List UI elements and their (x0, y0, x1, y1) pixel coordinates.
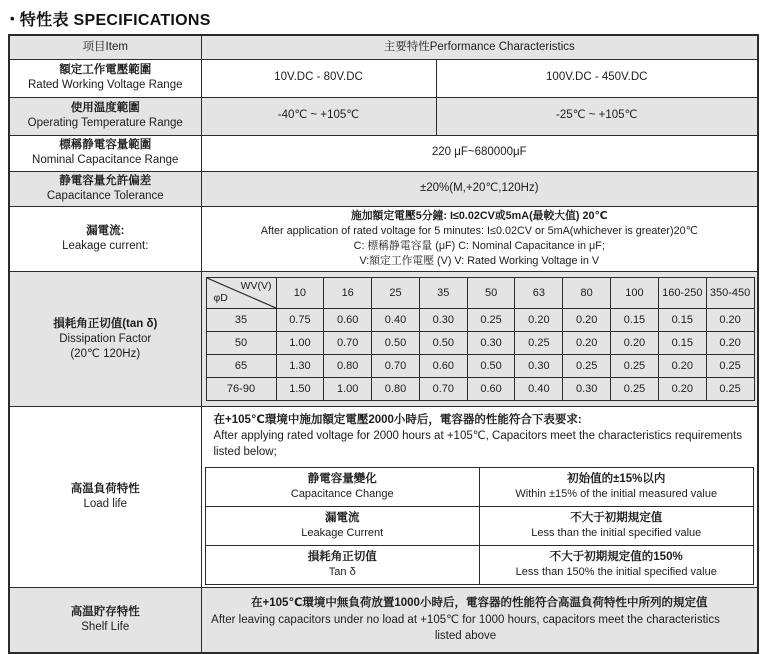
header-row (9, 35, 758, 59)
dissipation-value-cell: 0.20 (515, 309, 563, 332)
load-life-param-cell (205, 506, 479, 545)
dissipation-label-cond: (20℃ 120Hz) (70, 347, 141, 360)
row-leakage-current (9, 206, 758, 271)
dissipation-col-header: 10 (276, 278, 324, 309)
dissipation-value-cell: 0.15 (658, 332, 706, 355)
dissipation-col-header: 25 (372, 278, 420, 309)
dissipation-value-cell: 0.60 (324, 309, 372, 332)
shelf-life-label-en: Shelf Life (81, 621, 130, 634)
dissipation-value-cell: 0.60 (467, 378, 515, 401)
req-zh: 不大于初期規定值的150% (549, 550, 683, 563)
row-load-life (9, 407, 758, 588)
dissipation-value-cell: 0.30 (563, 378, 611, 401)
dissipation-value-cell: 0.80 (372, 378, 420, 401)
dissipation-value-cell: 0.30 (467, 332, 515, 355)
dissipation-value-cell: 0.75 (276, 309, 324, 332)
dissipation-col-header: 100 (611, 278, 659, 309)
load-life-spec-cell (201, 407, 758, 588)
rated-voltage-label (9, 59, 201, 97)
spec-table (8, 34, 759, 654)
dissipation-label (9, 272, 201, 407)
leakage-label-zh: 漏電流: (86, 224, 125, 237)
dissipation-col-header: 80 (563, 278, 611, 309)
load-life-req-cell (479, 506, 753, 545)
dissipation-value-cell: 0.15 (658, 309, 706, 332)
req-en: Less than 150% the initial specified value (515, 566, 717, 579)
dissipation-row-label: 35 (206, 309, 276, 332)
header-performance-cell: 主要特性Performance Characteristics (201, 35, 758, 59)
leakage-line2: After application of rated voltage for 5 minutes: I≤0.02CV or 5mA(whichever is greater)20℃ (260, 224, 698, 237)
bullet-icon: • (10, 11, 15, 26)
tolerance-label-en: Capacitance Tolerance (46, 189, 164, 202)
row-capacitance-tolerance (9, 171, 758, 206)
capacitance-value-cell: 220 μF~680000μF (201, 135, 758, 171)
shelf-life-intro-en: After leaving capacitors under no load at +105℃ for 1000 hours, capacitors meet the characteristics listed above (211, 614, 720, 642)
req-en: Less than the initial specified value (531, 527, 702, 540)
leakage-line4: V:額定工作電壓 (V) V: Rated Working Voltage in V (359, 255, 600, 268)
dissipation-col-header: 16 (324, 278, 372, 309)
dissipation-value-cell: 0.15 (611, 309, 659, 332)
dissipation-value-cell: 1.00 (324, 378, 372, 401)
dissipation-value-cell: 0.20 (658, 378, 706, 401)
load-life-row-tan-delta (205, 545, 753, 584)
header-item-cell: 项目Item (9, 35, 201, 59)
dissipation-value-cell: 0.20 (611, 332, 659, 355)
dissipation-row-label: 65 (206, 355, 276, 378)
capacitance-label-zh: 標稱静電容量範圍 (59, 138, 152, 151)
dissipation-value-cell: 0.20 (706, 332, 754, 355)
dissipation-value-cell: 1.00 (276, 332, 324, 355)
load-life-label-en: Load life (83, 498, 127, 511)
dissipation-row-65 (206, 355, 754, 378)
shelf-life-spec-cell (201, 587, 758, 653)
param-en: Capacitance Change (290, 488, 394, 501)
temperature-label-en: Operating Temperature Range (27, 117, 183, 129)
tolerance-label-zh: 静電容量允許偏差 (59, 174, 152, 187)
req-zh: 不大于初期規定值 (570, 511, 663, 524)
rated-voltage-label-en: Rated Working Voltage Range (28, 79, 183, 91)
temperature-low-cell: -40℃ ~ +105℃ (201, 97, 436, 135)
dissipation-value-cell: 0.25 (706, 355, 754, 378)
dissipation-header-row (206, 278, 754, 309)
capacitance-label-en: Nominal Capacitance Range (32, 154, 179, 166)
load-life-req-cell (479, 467, 753, 506)
row-shelf-life (9, 587, 758, 653)
dissipation-col-header: 63 (515, 278, 563, 309)
dissipation-value-cell: 0.25 (515, 332, 563, 355)
dissipation-value-cell: 0.25 (467, 309, 515, 332)
load-life-intro-en: After applying rated voltage for 2000 hours at +105℃, Capacitors meet the characteristics requirements listed below; (213, 430, 742, 458)
req-zh: 初始值的±15%以内 (567, 472, 666, 485)
rated-voltage-label-zh: 額定工作電壓範圍 (59, 63, 152, 76)
leakage-label-en: Leakage current: (62, 240, 149, 253)
param-en: Leakage Current (301, 527, 384, 540)
load-life-table (205, 467, 754, 585)
dissipation-value-cell: 0.20 (563, 332, 611, 355)
temperature-label-zh: 使用温度範圍 (70, 101, 140, 114)
dissipation-row-label: 50 (206, 332, 276, 355)
dissipation-value-cell: 0.25 (563, 355, 611, 378)
dissipation-corner-d: φD (213, 292, 228, 305)
dissipation-value-cell: 1.30 (276, 355, 324, 378)
dissipation-table (206, 277, 755, 401)
param-zh: 損耗角正切值 (307, 550, 377, 563)
load-life-row-capacitance-change (205, 467, 753, 506)
load-life-label-zh: 高温負荷特性 (70, 482, 140, 495)
temperature-high-cell: -25℃ ~ +105℃ (436, 97, 758, 135)
temperature-label (9, 97, 201, 135)
page-title-text: 特性表 SPECIFICATIONS (19, 12, 211, 29)
dissipation-value-cell: 1.50 (276, 378, 324, 401)
param-zh: 漏電流 (325, 511, 360, 524)
dissipation-row-76-90 (206, 378, 754, 401)
dissipation-value-cell: 0.60 (419, 355, 467, 378)
dissipation-value-cell: 0.70 (372, 355, 420, 378)
shelf-life-label-zh: 高温貯存特性 (70, 605, 140, 618)
dissipation-value-cell: 0.70 (324, 332, 372, 355)
dissipation-table-cell (201, 272, 758, 407)
req-en: Within ±15% of the initial measured value (515, 488, 718, 501)
tolerance-value-cell: ±20%(M,+20℃,120Hz) (201, 171, 758, 206)
dissipation-row-35 (206, 309, 754, 332)
shelf-life-label (9, 587, 201, 653)
dissipation-value-cell: 0.50 (372, 332, 420, 355)
leakage-label (9, 206, 201, 271)
dissipation-value-cell: 0.30 (515, 355, 563, 378)
dissipation-label-en: Dissipation Factor (59, 332, 152, 345)
dissipation-label-zh: 損耗角正切值(tan δ) (53, 317, 158, 330)
page-title (0, 0, 764, 34)
dissipation-value-cell: 0.25 (611, 378, 659, 401)
dissipation-value-cell: 0.50 (419, 332, 467, 355)
dissipation-value-cell: 0.50 (467, 355, 515, 378)
dissipation-value-cell: 0.70 (419, 378, 467, 401)
load-life-row-leakage (205, 506, 753, 545)
dissipation-col-header: 50 (467, 278, 515, 309)
load-life-req-cell (479, 545, 753, 584)
row-rated-voltage (9, 59, 758, 97)
row-operating-temperature (9, 97, 758, 135)
leakage-line3: C: 標稱静電容量 (μF) C: Nominal Capacitance in μF; (353, 240, 605, 253)
load-life-label (9, 407, 201, 588)
load-life-intro-zh: 在+105℃環境中施加額定電壓2000小時后，電容器的性能符合下表要求: (213, 414, 582, 427)
load-life-param-cell (205, 545, 479, 584)
dissipation-value-cell: 0.20 (658, 355, 706, 378)
dissipation-col-header: 160-250 (658, 278, 706, 309)
dissipation-row-50 (206, 332, 754, 355)
dissipation-value-cell: 0.40 (515, 378, 563, 401)
leakage-line1: 施加額定電壓5分鐘: I≤0.02CV或5mA(最較大值) 20℃ (350, 209, 608, 222)
dissipation-value-cell: 0.25 (611, 355, 659, 378)
rated-voltage-low-cell: 10V.DC - 80V.DC (201, 59, 436, 97)
dissipation-value-cell: 0.20 (706, 309, 754, 332)
row-dissipation-factor (9, 272, 758, 407)
dissipation-value-cell: 0.40 (372, 309, 420, 332)
row-nominal-capacitance (9, 135, 758, 171)
param-en: Tan δ (328, 566, 356, 579)
load-life-param-cell (205, 467, 479, 506)
dissipation-col-header: 350-450 (706, 278, 754, 309)
rated-voltage-high-cell: 100V.DC - 450V.DC (436, 59, 758, 97)
dissipation-value-cell: 0.30 (419, 309, 467, 332)
dissipation-value-cell: 0.20 (563, 309, 611, 332)
leakage-spec-cell (201, 206, 758, 271)
tolerance-label (9, 171, 201, 206)
capacitance-label (9, 135, 201, 171)
dissipation-row-label: 76-90 (206, 378, 276, 401)
dissipation-diagonal-cell (206, 278, 276, 309)
dissipation-corner-wv: WV(V) (240, 280, 272, 293)
dissipation-value-cell: 0.80 (324, 355, 372, 378)
param-zh: 静電容量變化 (307, 472, 377, 485)
dissipation-col-header: 35 (419, 278, 467, 309)
shelf-life-intro-zh: 在+105℃環境中無負荷放置1000小時后，電容器的性能符合高温負荷特性中所列的規定值 (251, 597, 708, 610)
load-life-intro (204, 409, 756, 462)
dissipation-value-cell: 0.25 (706, 378, 754, 401)
